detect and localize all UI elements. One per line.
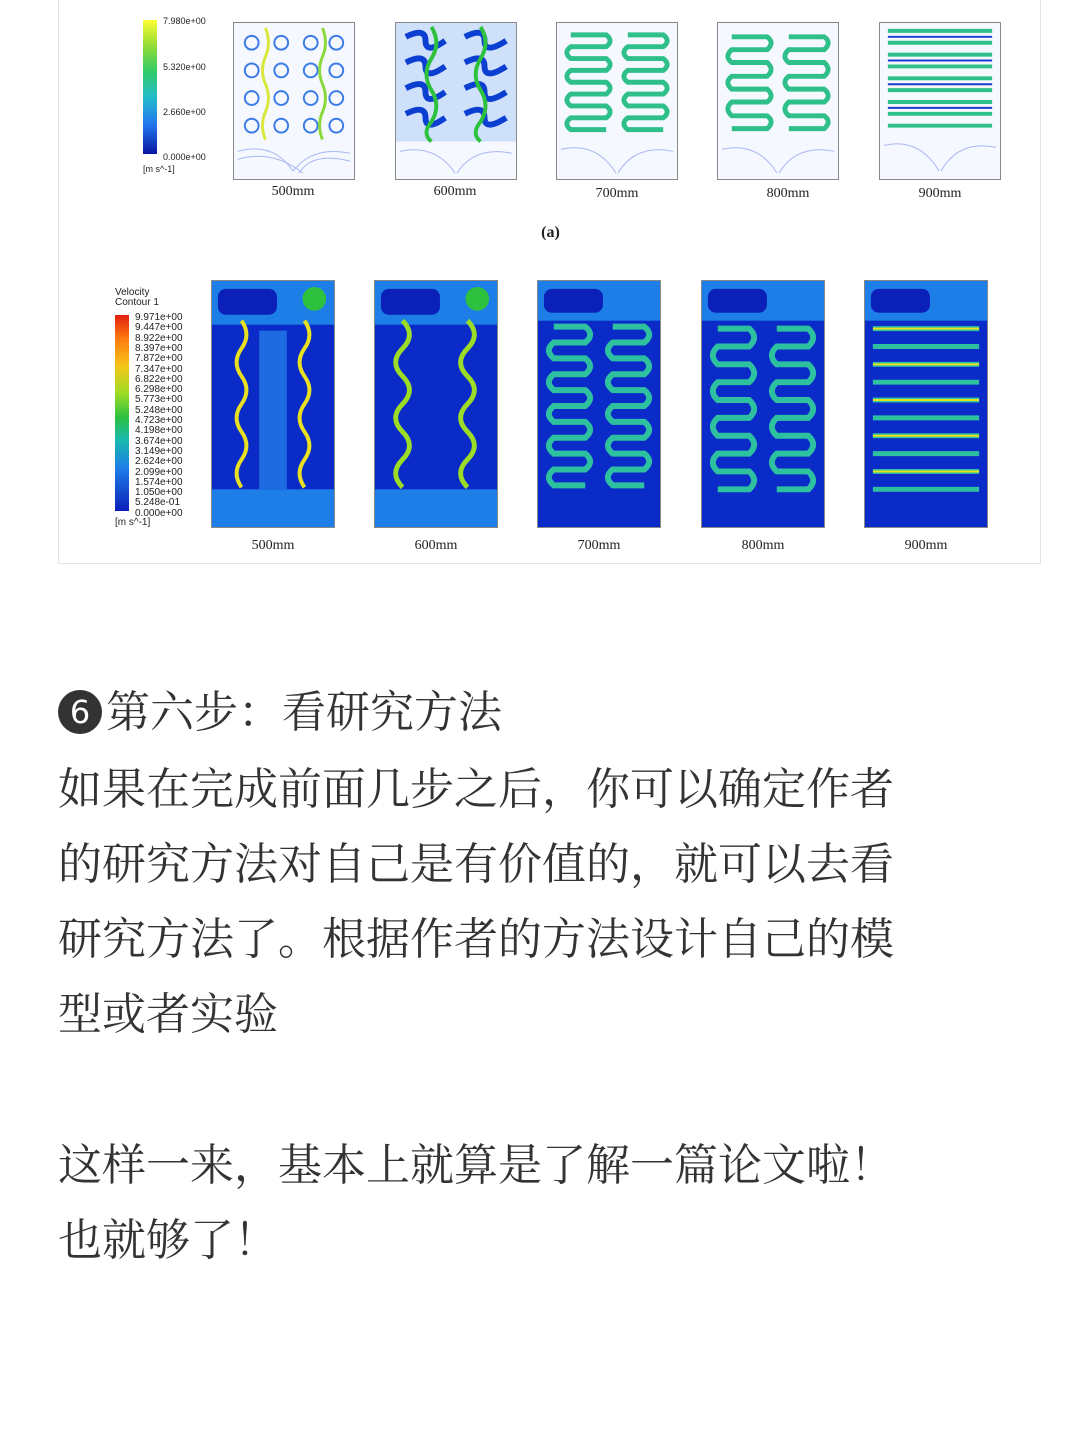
streamline-panel-700mm [556,22,678,180]
figure-card [58,0,1041,564]
panel-caption: 900mm [904,538,948,553]
step-heading [58,675,1018,750]
legend-tick: 2.624e+00 [135,456,183,468]
paragraph-line: 的研究方法对自己是有价值的，就可以去看 [58,839,894,890]
velocity-panel-500mm [211,280,335,528]
legend-streamline [143,18,233,183]
paragraph-line: 也就够了！ [58,1215,278,1266]
legend-tick: 5.248e+00 [135,404,183,416]
velocity-panel-600mm [374,280,498,528]
subfigure-label: (a) [541,224,560,241]
panel-caption: 700mm [595,186,639,201]
paragraph-line: 型或者实验 [58,989,278,1040]
velocity-panel-800mm [701,280,825,528]
legend-tick: 5.248e-01 [135,497,181,509]
legend-tick: 7.347e+00 [135,363,183,375]
legend-subtitle: Contour 1 [115,297,159,308]
panel-caption: 600mm [414,538,458,553]
legend-tick: 7.980e+00 [163,16,206,26]
legend-tick: 6.822e+00 [135,373,183,385]
paragraph-line: 研究方法了。根据作者的方法设计自己的模 [58,914,894,965]
legend-tick: 2.660e+00 [163,107,206,117]
legend-tick: 4.198e+00 [135,425,183,437]
streamline-panel-800mm [717,22,839,180]
paragraph-method [58,752,1018,1052]
panel-caption: 700mm [577,538,621,553]
legend-tick: 3.674e+00 [135,435,183,447]
legend-tick: 9.447e+00 [135,322,183,334]
paragraph-line: 这样一来，基本上就算是了解一篇论文啦！ [58,1140,894,1191]
legend-tick: 2.099e+00 [135,466,183,478]
legend-color-bar [143,20,157,154]
legend-tick: 0.000e+00 [135,507,183,519]
streamline-panel-600mm [395,22,517,180]
velocity-panel-700mm [537,280,661,528]
velocity-panel-900mm [864,280,988,528]
streamline-panel-900mm [879,22,1001,180]
legend-unit: [m s^-1] [115,517,151,528]
legend-tick: 7.872e+00 [135,353,183,365]
legend-tick: 3.149e+00 [135,445,183,457]
panel-caption: 600mm [433,184,477,199]
legend-tick: 1.050e+00 [135,487,183,499]
step-number-badge: 6 [58,690,102,734]
legend-tick: 6.298e+00 [135,384,183,396]
legend-tick: 0.000e+00 [163,152,206,162]
legend-tick: 1.574e+00 [135,476,183,488]
legend-tick: 5.773e+00 [135,394,183,406]
legend-tick: 8.397e+00 [135,342,183,354]
panel-caption: 500mm [271,184,315,199]
streamline-panel-500mm [233,22,355,180]
panel-caption: 800mm [766,186,810,201]
paragraph-conclusion [58,1128,1018,1278]
panel-caption: 800mm [741,538,785,553]
paragraph-line: 如果在完成前面几步之后，你可以确定作者 [58,764,894,815]
legend-tick: 9.971e+00 [135,312,183,323]
step-heading-text: 第六步：看研究方法 [106,687,502,738]
legend-tick: 5.320e+00 [163,62,206,72]
legend-title: Velocity [115,287,150,298]
panel-caption: 900mm [918,186,962,201]
legend-unit: [m s^-1] [143,164,175,174]
legend-tick: 4.723e+00 [135,415,183,426]
legend-color-bar [115,315,129,511]
legend-tick: 8.922e+00 [135,332,183,344]
panel-caption: 500mm [251,538,295,553]
